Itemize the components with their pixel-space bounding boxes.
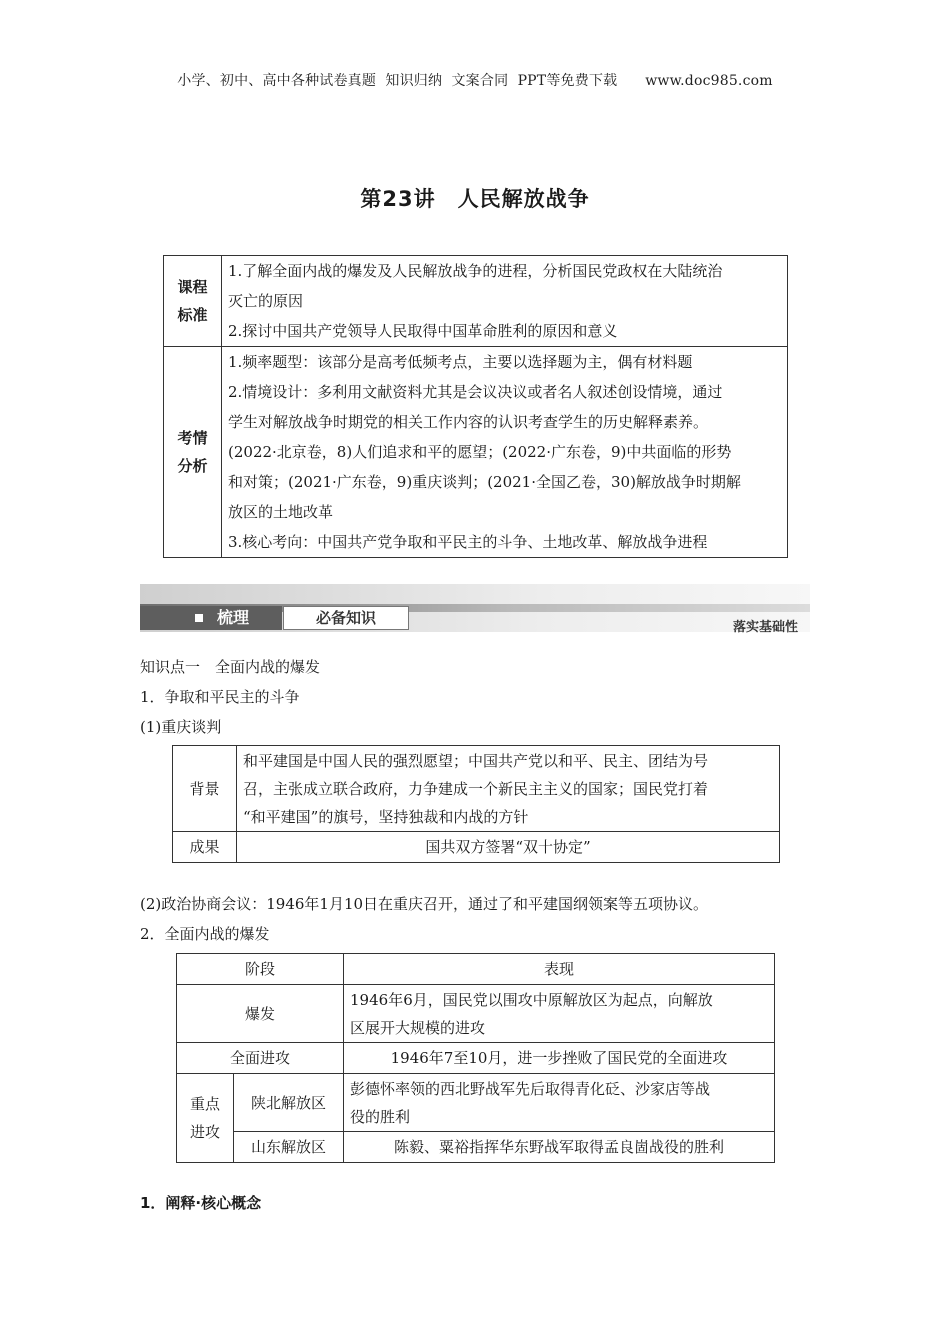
page-header: 小学、初中、高中各种试卷真题 知识归纳 文案合同 PPT等免费下载 www.doc985.com — [177, 73, 773, 89]
content-line: 役的胜利 — [350, 1107, 411, 1126]
content-line: 3.核心考向：中国共产党争取和平民主的斗争、土地改革、解放战争进程 — [228, 533, 708, 551]
footer-heading: 1．阐释·核心概念 — [140, 1194, 262, 1212]
content-line: 和对策；(2021·广东卷，9)重庆谈判；(2021·全国乙卷，30)解放战争时期解 — [228, 473, 741, 491]
column-header: 阶段 — [177, 954, 344, 985]
table-row — [177, 1074, 775, 1132]
chongqing-table — [172, 745, 780, 863]
banner-middle-label: 必备知识 — [283, 606, 409, 630]
area-label: 山东解放区 — [234, 1132, 344, 1163]
label-line: 课程 — [177, 278, 208, 296]
row-content — [222, 347, 788, 558]
row-label: 爆发 — [177, 985, 344, 1043]
content-line: 区展开大规模的进攻 — [350, 1018, 486, 1037]
label-line: 标准 — [177, 306, 208, 324]
label-line: 考情 — [177, 429, 208, 447]
content-line: 召，主张成立联合政府，力争建成一个新民主主义的国家；国民党打着 — [243, 779, 709, 798]
area-label: 陕北解放区 — [234, 1074, 344, 1132]
row-content — [222, 256, 788, 347]
label-line: 进攻 — [189, 1123, 220, 1141]
banner-dark-tab — [140, 606, 282, 630]
row-content — [344, 985, 775, 1043]
square-bullet-icon — [195, 614, 203, 622]
content-line: (2022·北京卷，8)人们追求和平的愿望；(2022·广东卷，9)中共面临的形势 — [228, 443, 732, 461]
table-row — [164, 347, 788, 558]
table-row — [164, 256, 788, 347]
content-line: 1946年6月，国民党以围攻中原解放区为起点，向解放 — [350, 990, 713, 1009]
row-content: 国共双方签署“双十协定” — [237, 832, 780, 863]
content-line: 1.了解全面内战的爆发及人民解放战争的进程，分析国民党政权在大陆统治 — [228, 262, 723, 280]
table-header-row — [177, 954, 775, 985]
standards-table — [163, 255, 788, 558]
table-row — [173, 746, 780, 832]
row-label: 背景 — [173, 746, 237, 832]
banner-right-label: 落实基础性 — [732, 620, 798, 635]
item-2-sub: (2)政治协商会议：1946年1月10日在重庆召开，通过了和平建国纲领案等五项协议。 — [140, 895, 709, 913]
table-row — [173, 832, 780, 863]
row-content — [237, 746, 780, 832]
row-content: 陈毅、粟裕指挥华东野战军取得孟良崮战役的胜利 — [344, 1132, 775, 1163]
table-row — [177, 985, 775, 1043]
item-1: 1．争取和平民主的斗争 — [140, 688, 300, 706]
content-line: 灭亡的原因 — [228, 292, 304, 310]
row-content: 1946年7至10月，进一步挫败了国民党的全面进攻 — [344, 1043, 775, 1074]
row-label — [164, 256, 222, 347]
label-line: 分析 — [177, 457, 208, 475]
content-line: 1.频率题型：该部分是高考低频考点，主要以选择题为主，偶有材料题 — [228, 353, 693, 371]
content-line: 2.情境设计：多利用文献资料尤其是会议决议或者名人叙述创设情境，通过 — [228, 383, 723, 401]
label-line: 重点 — [189, 1095, 220, 1113]
content-line: 和平建国是中国人民的强烈愿望；中国共产党以和平、民主、团结为号 — [243, 751, 709, 770]
banner-left-label: 梳理 — [217, 608, 250, 627]
section-heading: 知识点一 全面内战的爆发 — [140, 658, 321, 676]
table-row — [177, 1043, 775, 1074]
content-line: 学生对解放战争时期党的相关工作内容的认识考查学生的历史解释素养。 — [228, 413, 709, 431]
content-line: 彭德怀率领的西北野战军先后取得青化砭、沙家店等战 — [350, 1079, 711, 1098]
table-row — [177, 1132, 775, 1163]
row-label: 成果 — [173, 832, 237, 863]
content-line: 2.探讨中国共产党领导人民取得中国革命胜利的原因和意义 — [228, 322, 618, 340]
war-table — [176, 953, 775, 1163]
content-line: “和平建国”的旗号，坚持独裁和内战的方针 — [243, 807, 529, 826]
item-2: 2．全面内战的爆发 — [140, 925, 270, 943]
page-title: 第23讲 人民解放战争 — [360, 187, 590, 211]
section-banner — [140, 584, 810, 635]
content-line: 放区的土地改革 — [228, 503, 334, 521]
column-header: 表现 — [344, 954, 775, 985]
item-1-sub: (1)重庆谈判 — [140, 718, 222, 736]
row-label — [177, 1074, 234, 1163]
row-content — [344, 1074, 775, 1132]
row-label: 全面进攻 — [177, 1043, 344, 1074]
row-label — [164, 347, 222, 558]
